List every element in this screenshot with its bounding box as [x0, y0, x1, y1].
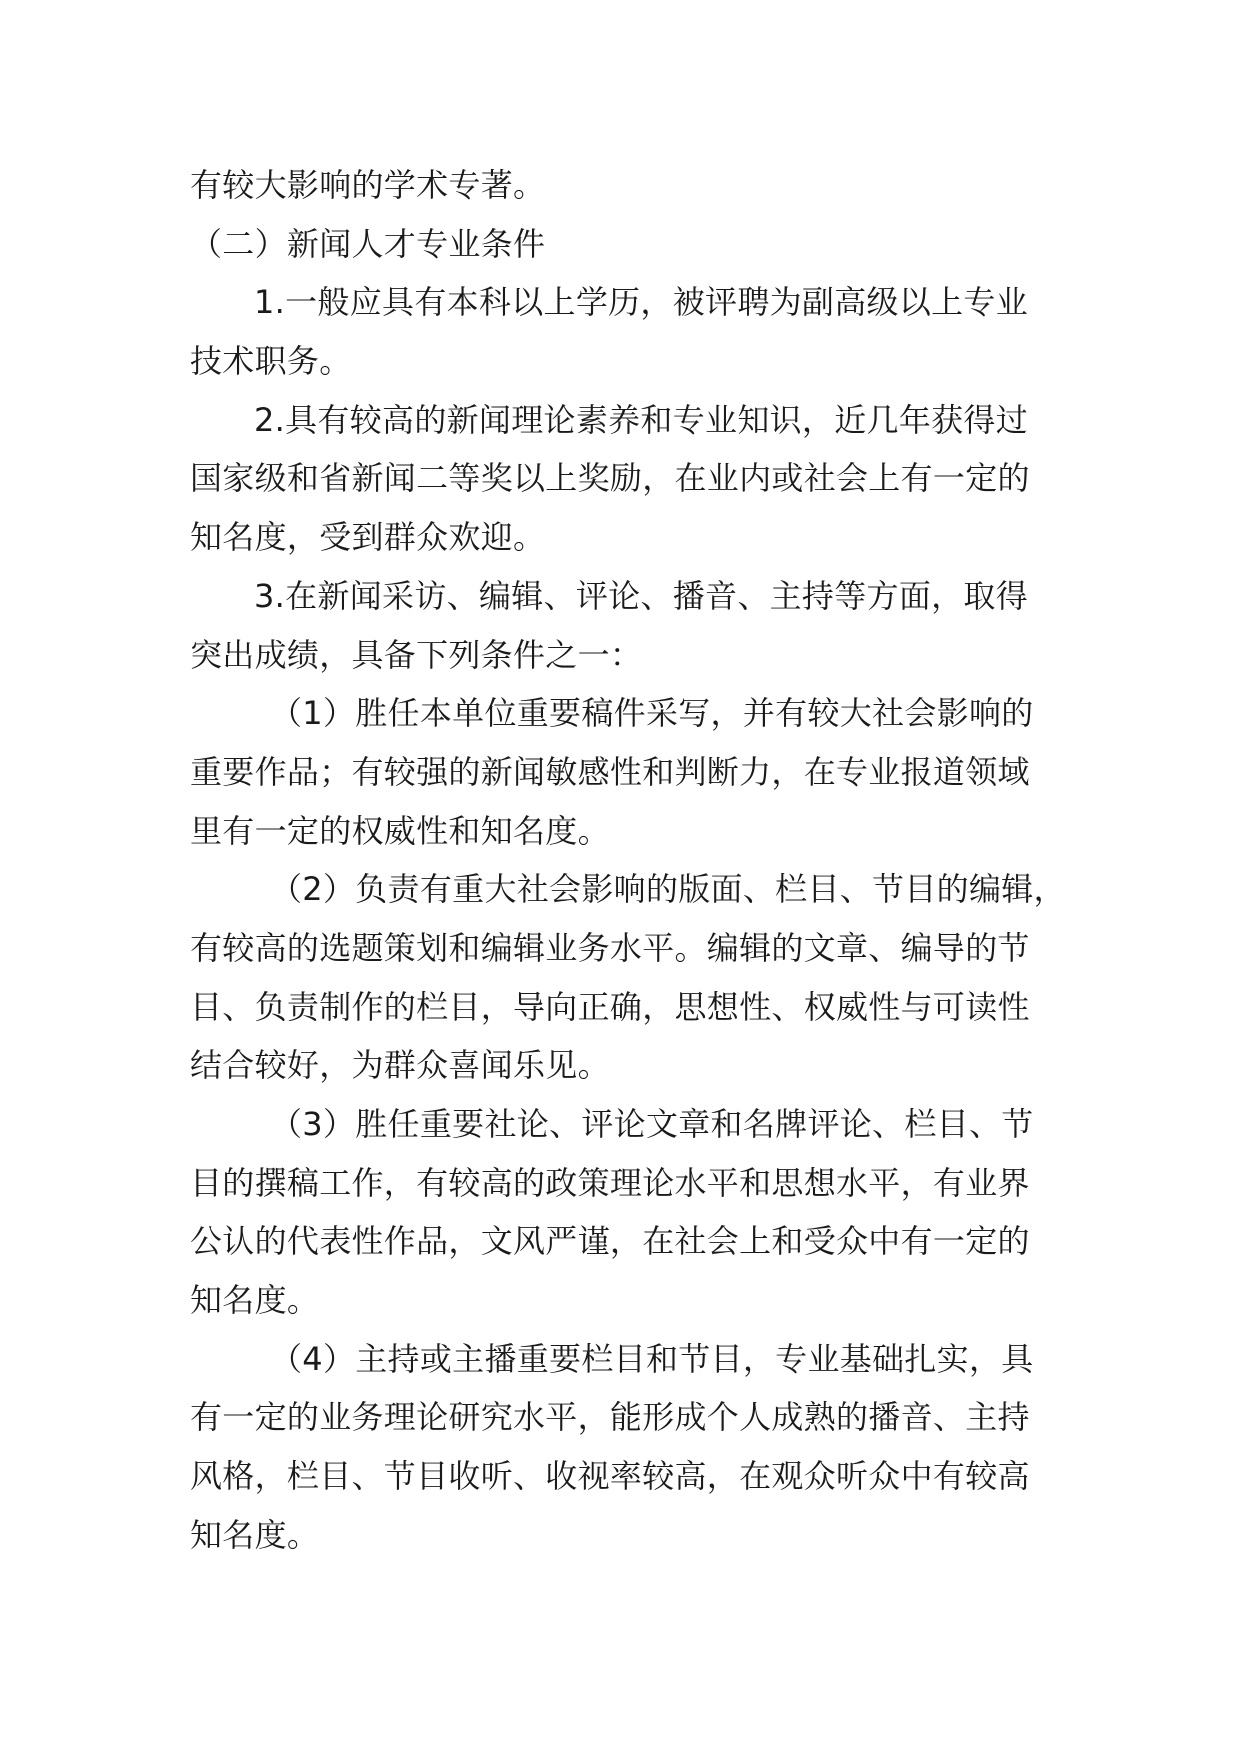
body-line: （4）主持或主播重要栏目和节目，专业基础扎实，具 — [270, 1339, 1034, 1378]
body-line: 知名度。 — [190, 1281, 320, 1320]
body-line: 公认的代表性作品，文风严谨，在社会上和受众中有一定的 — [190, 1222, 1030, 1261]
document-body — [190, 156, 1066, 1565]
body-line: 目的撰稿工作，有较高的政策理论水平和思想水平，有业界 — [190, 1163, 1030, 1202]
body-line: 结合较好，为群众喜闻乐见。 — [190, 1046, 610, 1085]
body-line: 国家级和省新闻二等奖以上奖励，在业内或社会上有一定的 — [190, 459, 1030, 498]
body-line: 知名度。 — [190, 1515, 320, 1554]
body-line: 风格，栏目、节目收听、收视率较高，在观众听众中有较高 — [190, 1457, 1030, 1496]
body-line: 3.在新闻采访、编辑、评论、播音、主持等方面，取得 — [254, 576, 1029, 615]
body-line: （3）胜任重要社论、评论文章和名牌评论、栏目、节 — [270, 1105, 1034, 1143]
body-line: 目、负责制作的栏目，导向正确，思想性、权威性与可读性 — [190, 987, 1030, 1026]
body-line: 1.一般应具有本科以上学历，被评聘为副高级以上专业 — [254, 283, 1029, 322]
body-line: （2）负责有重大社会影响的版面、栏目、节目的编辑， — [270, 870, 1066, 909]
body-line: 有较高的选题策划和编辑业务水平。编辑的文章、编导的节 — [190, 928, 1030, 967]
body-line: 有一定的业务理论研究水平，能形成个人成熟的播音、主持 — [190, 1398, 1030, 1437]
body-line: 有较大影响的学术专著。 — [190, 166, 546, 204]
body-line: 重要作品；有较强的新闻敏感性和判断力，在专业报道领域 — [190, 752, 1030, 791]
body-line: 2.具有较高的新闻理论素养和专业知识，近几年获得过 — [254, 400, 1029, 439]
body-line: 知名度，受到群众欢迎。 — [190, 518, 546, 557]
body-line: 技术职务。 — [190, 342, 352, 381]
body-line: 突出成绩，具备下列条件之一： — [190, 635, 643, 674]
body-line: （1）胜任本单位重要稿件采写，并有较大社会影响的 — [270, 694, 1034, 733]
body-line: 里有一定的权威性和知名度。 — [190, 811, 610, 850]
section-heading: （二）新闻人才专业条件 — [190, 224, 546, 263]
